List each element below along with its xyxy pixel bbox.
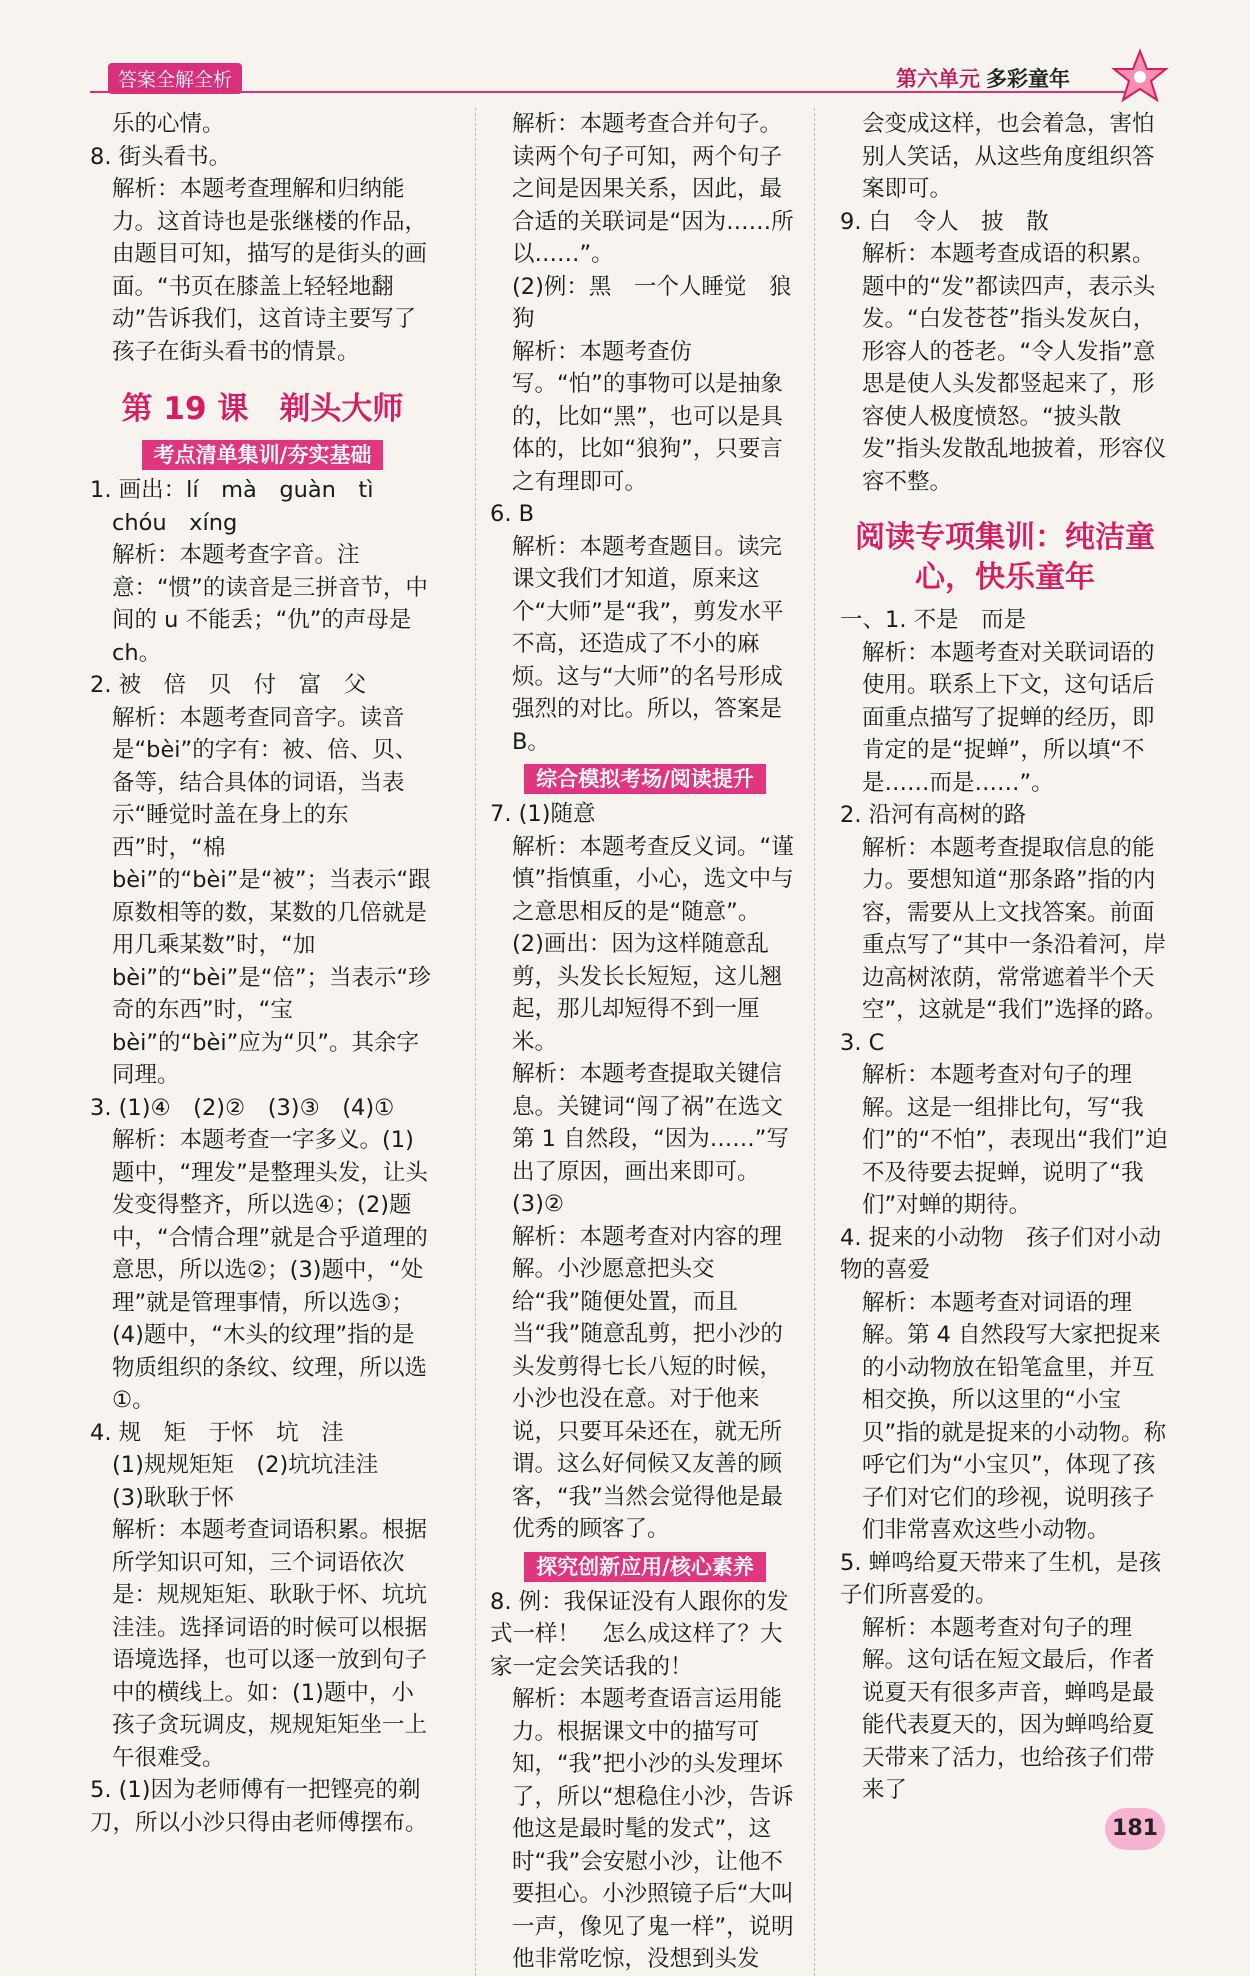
answer-paragraph: 5. (1)因为老师傅有一把铿亮的剃刀，所以小沙只得由老师傅摆布。 bbox=[90, 1777, 428, 1836]
answer-paragraph: 解析：本题考查字音。注意：“惯”的读音是三拼音节，中间的 u 不能丢；“仇”的声母是 ch。 bbox=[112, 542, 428, 666]
answer-paragraph: (1)规规矩矩 (2)坑坑洼洼 bbox=[112, 1452, 379, 1478]
answer-paragraph: 解析：本题考查合并句子。读两个句子可知，两个句子之间是因果关系，因此，最合适的关联词是“因为……所以……”。 bbox=[512, 111, 794, 267]
page-number: 181 bbox=[1105, 1808, 1165, 1850]
answer-paragraph: 解析：本题考查仿写。“怕”的事物可以是抽象的，比如“黑”，也可以是具体的，比如“狼狗”，只要言之有理即可。 bbox=[512, 338, 783, 495]
column-left bbox=[90, 108, 435, 1839]
section-banner: 考点清单集训/夯实基础 bbox=[142, 440, 384, 470]
answer-paragraph: (2)例：黑 一个人睡觉 狼狗 bbox=[512, 273, 792, 332]
section-title: 阅读专项集训：纯洁童心，快乐童年 bbox=[855, 520, 1155, 595]
answer-paragraph: 解析：本题考查对关联词语的使用。联系上下文，这句话后面重点描写了捉蝉的经历，即肯定的是“捉蝉”，所以填“不是……而是……”。 bbox=[862, 639, 1155, 796]
answer-paragraph: 会变成这样，也会着急，害怕别人笑话，从这些角度组织答案即可。 bbox=[862, 111, 1155, 202]
answer-paragraph: (3)耿耿于怀 bbox=[112, 1484, 234, 1511]
answer-paragraph: 3. (1)④ (2)② (3)③ (4)① bbox=[90, 1094, 395, 1121]
answer-paragraph: 2. 沿河有高树的路 bbox=[840, 802, 1027, 828]
answer-paragraph: (3)② bbox=[512, 1191, 565, 1217]
answer-paragraph: 乐的心情。 bbox=[112, 111, 225, 137]
answer-paragraph: 8. 例：我保证没有人跟你的发式一样！ 怎么成这样了？大家一定会笑话我的！ bbox=[490, 1588, 789, 1680]
answer-paragraph: 解析：本题考查词语积累。根据所学知识可知，三个词语依次是：规规矩矩、耿耿于怀、坑坑洼洼。选择词语的时候可以根据语境选择，也可以逐一放到句子中的横线上。如：(1)题中，小孩子贪玩调皮，规规矩矩坐一上午很难受。 bbox=[112, 1517, 428, 1771]
answer-paragraph: 9. 白 令人 披 散 bbox=[840, 208, 1049, 235]
section-banner: 综合模拟考场/阅读提升 bbox=[524, 764, 766, 794]
answer-paragraph: 解析：本题考查一字多义。(1)题中，“理发”是整理头发，让头发变得整齐，所以选④；(2)题中，“合情合理”就是合乎道理的意思，所以选②；(3)题中，“处理”就是管理事情，所以选③；(4)题中，“木头的纹理”指的是物质组织的条纹、纹理，所以选①。 bbox=[112, 1127, 428, 1413]
answer-paragraph: (2)画出：因为这样随意乱剪，头发长长短短，这儿翘起，那儿却短得不到一厘米。 bbox=[512, 931, 783, 1055]
answer-paragraph: 5. 蝉鸣给夏天带来了生机，是孩子们所喜爱的。 bbox=[840, 1549, 1162, 1608]
star-icon bbox=[1110, 47, 1170, 107]
answer-paragraph: 4. 捉来的小动物 孩子们对小动物的喜爱 bbox=[840, 1224, 1162, 1283]
page-header bbox=[90, 55, 1190, 95]
answer-paragraph: 解析：本题考查语言运用能力。根据课文中的描写可知，“我”把小沙的头发理坏了，所以“想稳住小沙，告诉他这是最时髦的发式”，这时“我”会安慰小沙，让他不要担心。小沙照镜子后“大叫一声，像见了鬼一样”，说明他非常吃惊，没想到头发 bbox=[512, 1686, 794, 1972]
answer-paragraph: 解析：本题考查同音字。读音是“bèi”的字有：被、倍、贝、备等，结合具体的词语，当表示“睡觉时盖在身上的东西”时，“棉 bèi”的“bèi”是“被”；当表示“跟原数相等的数，某数的几倍就是用几乘某数”时，“加 bèi”的“bèi”是“倍”；当表示“珍奇的东西”时，“宝 bèi”的“bèi”应为“贝”。其余字同理。 bbox=[112, 704, 431, 1088]
answer-paragraph: 解析：本题考查题目。读完课文我们才知道，原来这个“大师”是“我”，剪发水平不高，还造成了不小的麻烦。这与“大师”的名号形成强烈的对比。所以，答案是 B。 bbox=[512, 533, 784, 755]
answer-paragraph: 7. (1)随意 bbox=[490, 801, 596, 827]
header-theme: 多彩童年 bbox=[986, 67, 1070, 91]
column-middle bbox=[475, 108, 815, 1976]
answer-paragraph: 解析：本题考查对句子的理解。这是一组排比句，写“我们”的“不怕”，表现出“我们”迫不及待要去捉蝉，说明了“我们”对蝉的期待。 bbox=[862, 1062, 1168, 1218]
answer-paragraph: 解析：本题考查对句子的理解。这句话在短文最后，作者说夏天有很多声音，蝉鸣是最能代表夏天的，因为蝉鸣给夏天带来了活力，也给孩子们带来了 bbox=[862, 1614, 1155, 1803]
answer-paragraph: 解析：本题考查提取关键信息。关键词“闯了祸”在选文第 1 自然段，“因为……”写出了原因，画出来即可。 bbox=[512, 1061, 789, 1185]
answer-paragraph: chóu xíng bbox=[112, 509, 238, 536]
answer-paragraph: 3. C bbox=[840, 1029, 885, 1056]
answer-paragraph: 6. B bbox=[490, 501, 535, 527]
header-unit: 第六单元 bbox=[896, 67, 980, 91]
answer-paragraph: 1. 画出：lí mà guàn tì bbox=[90, 477, 374, 503]
section-banner: 探究创新应用/核心素养 bbox=[524, 1552, 766, 1582]
answer-paragraph: 2. 被 倍 贝 付 富 父 bbox=[90, 672, 367, 698]
column-right bbox=[840, 108, 1170, 1807]
header-tag: 答案全解全析 bbox=[108, 63, 242, 94]
answer-paragraph: 解析：本题考查对词语的理解。第 4 自然段写大家把捉来的小动物放在铅笔盒里，并互相交换，所以这里的“小宝贝”指的就是捉来的小动物。称呼它们为“小宝贝”，体现了孩子们对它们的珍视，说明孩子们非常喜欢这些小动物。 bbox=[862, 1289, 1167, 1543]
answer-paragraph: 8. 街头看书。 bbox=[90, 143, 232, 170]
answer-paragraph: 一、1. 不是 而是 bbox=[840, 607, 1027, 633]
answer-paragraph: 4. 规 矩 于怀 坑 洼 bbox=[90, 1419, 344, 1446]
answer-paragraph: 解析：本题考查提取信息的能力。要想知道“那条路”指的内容，需要从上文找答案。前面重点写了“其中一条沿着河，岸边高树浓荫，常常遮着半个天空”，这就是“我们”选择的路。 bbox=[862, 834, 1167, 1023]
answer-paragraph: 解析：本题考查对内容的理解。小沙愿意把头交给“我”随便处置，而且当“我”随意乱剪，把小沙的头发剪得七长八短的时候，小沙也没在意。对于他来说，只要耳朵还在，就无所谓。这么好伺候又友善的顾客，“我”当然会觉得他是最优秀的顾客了。 bbox=[512, 1223, 783, 1542]
answer-paragraph: 解析：本题考查理解和归纳能力。这首诗也是张继楼的作品，由题目可知，描写的是街头的画面。“书页在膝盖上轻轻地翻动”告诉我们，这首诗主要写了孩子在街头看书的情景。 bbox=[112, 176, 428, 365]
answer-paragraph: 解析：本题考查成语的积累。题中的“发”都读四声，表示头发。“白发苍苍”指头发灰白，形容人的苍老。“令人发指”意思是使人头发都竖起来了，形容使人极度愤怒。“披头散发”指头发散乱地披着，形容仪容不整。 bbox=[862, 241, 1167, 495]
section-title: 第 19 课 剃头大师 bbox=[121, 391, 404, 427]
answer-paragraph: 解析：本题考查反义词。“谨慎”指慎重，小心，选文中与之意思相反的是“随意”。 bbox=[512, 833, 794, 925]
